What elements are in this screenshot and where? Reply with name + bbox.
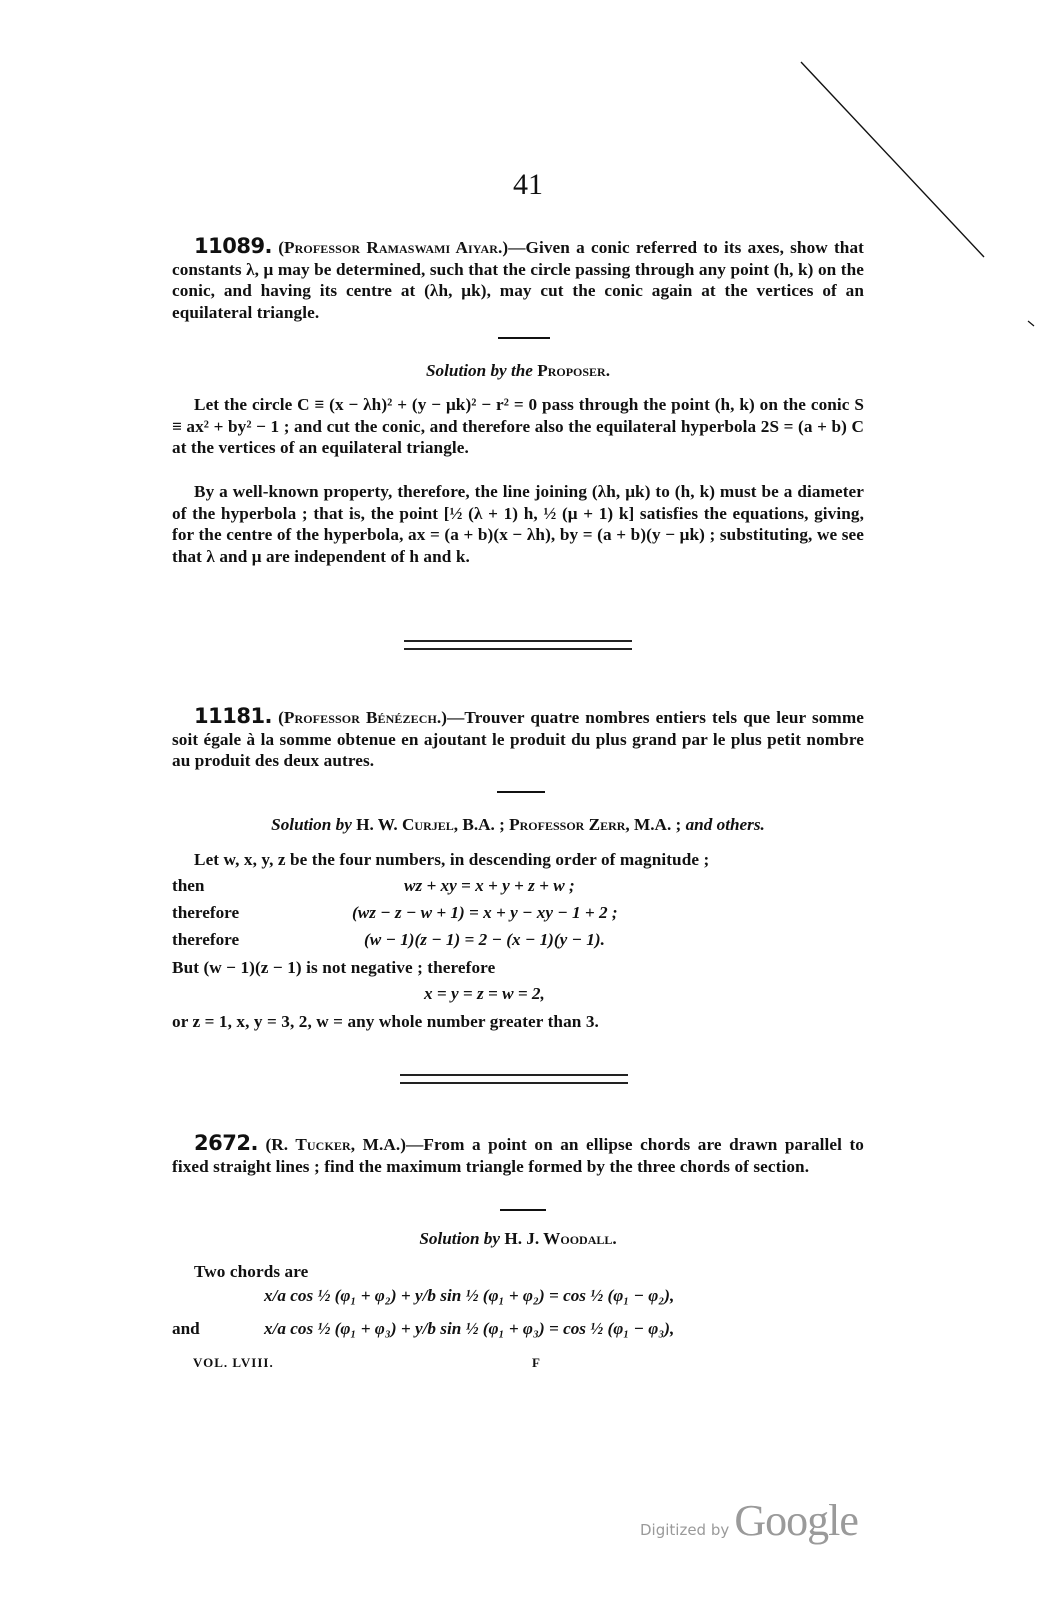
equation: (w − 1)(z − 1) = 2 − (x − 1)(y − 1).: [364, 930, 605, 949]
solution-by-label: Solution by: [419, 1229, 501, 1248]
short-rule: [500, 1209, 546, 1211]
solver-name: H. J. Woodall.: [504, 1229, 617, 1248]
google-logo: Google: [734, 1496, 858, 1545]
equation: wz + xy = x + y + z + w ;: [404, 876, 575, 895]
solution-line: or z = 1, x, y = 3, 2, w = any whole number greater than 3.: [172, 1012, 599, 1031]
solution-line: But (w − 1)(z − 1) is not negative ; therefore: [172, 958, 496, 977]
short-rule: [497, 791, 545, 793]
short-rule: [498, 337, 550, 339]
problem-11181-statement: [172, 706, 864, 772]
page-number: 41: [513, 168, 543, 201]
equation: x/a cos ½ (φ₁ + φ₂) + y/b sin ½ (φ₁ + φ₂) = cos ½ (φ₁ − φ₂),: [264, 1286, 675, 1305]
problem-11089-statement: [172, 236, 864, 323]
equation-label: therefore: [172, 930, 240, 949]
problem-author: (Professor Ramaswami Aiyar.): [278, 238, 509, 257]
equation-row: [172, 903, 864, 925]
section-divider: [404, 640, 632, 650]
section-divider: [400, 1074, 628, 1084]
equation-label: therefore: [172, 903, 240, 922]
problem-text: —Trouver quatre nombres entiers tels que leur somme soit égale à la somme obtenue en ajoutant le produit du plus grand par le plus petit nombre au produit des deux autres.: [172, 708, 864, 771]
equation-label: then: [172, 876, 205, 895]
solution-by-label: Solution by: [271, 815, 352, 834]
equation-row: [172, 876, 864, 898]
equation-label: and: [172, 1319, 200, 1338]
solution-intro: Let w, x, y, z be the four numbers, in descending order of magnitude ;: [194, 850, 710, 869]
solution-heading: [172, 815, 864, 835]
solution-heading: [172, 361, 864, 381]
problem-number: 11089.: [194, 234, 273, 258]
solution-intro: Two chords are: [194, 1262, 309, 1281]
solver-name: Proposer.: [537, 361, 611, 380]
solver-name: H. W. Curjel, B.A. ; Professor Zerr, M.A. ;: [356, 815, 682, 834]
problem-2672-statement: [172, 1133, 864, 1177]
problem-text: —From a point on an ellipse chords are drawn parallel to fixed straight lines ; find the maximum triangle formed by the three chords of section.: [172, 1135, 865, 1176]
solution-paragraph: Let the circle C ≡ (x − λh)² + (y − μk)² − r² = 0 pass through the point (h, k) on the conic S ≡ ax² + by² − 1 ; and cut the conic, and therefore also the equilateral hyperbola 2S = (a + b) C at the vertices of an equilateral triangle.: [172, 395, 864, 458]
problem-number: 11181.: [194, 704, 273, 728]
volume-label: VOL. LVIII.: [193, 1355, 274, 1370]
equation-row: [172, 930, 864, 952]
problem-author: (R. Tucker, M.A.): [265, 1135, 407, 1154]
solution-heading: [172, 1229, 864, 1249]
equation: x/a cos ½ (φ₁ + φ₃) + y/b sin ½ (φ₁ + φ₃) = cos ½ (φ₁ − φ₃),: [264, 1319, 675, 1338]
solver-suffix: and others.: [685, 815, 765, 834]
watermark-prefix: Digitized by: [640, 1521, 730, 1539]
equation-row: [172, 1319, 864, 1341]
equation: x = y = z = w = 2,: [424, 984, 545, 1003]
equation-row: [172, 984, 864, 1006]
solution-by-label: Solution by the: [425, 361, 533, 380]
digitized-watermark: [640, 1495, 858, 1546]
equation-row: [172, 1286, 864, 1308]
problem-number: 2672.: [194, 1131, 258, 1155]
equation: (wz − z − w + 1) = x + y − xy − 1 + 2 ;: [352, 903, 618, 922]
signature-mark: F: [532, 1355, 541, 1370]
problem-author: (Professor Bénézech.): [278, 708, 448, 727]
problem-text: —Given a conic referred to its axes, show that constants λ, μ may be determined, such that the circle passing through any point (h, k) on the conic, and having its centre at (λh, μk), may cut the conic again at the vertices of an equilateral triangle.: [172, 238, 864, 322]
solution-paragraph: By a well-known property, therefore, the line joining (λh, μk) to (h, k) must be a diameter of the hyperbola ; that is, the point [½ (λ + 1) h, ½ (μ + 1) k] satisfies the equations, giving, for the centre of the hyperbola, ax = (a + b)(x − λh), by = (a + b)(y − μk) ; substituting, we see that λ and μ are independent of h and k.: [172, 482, 864, 566]
